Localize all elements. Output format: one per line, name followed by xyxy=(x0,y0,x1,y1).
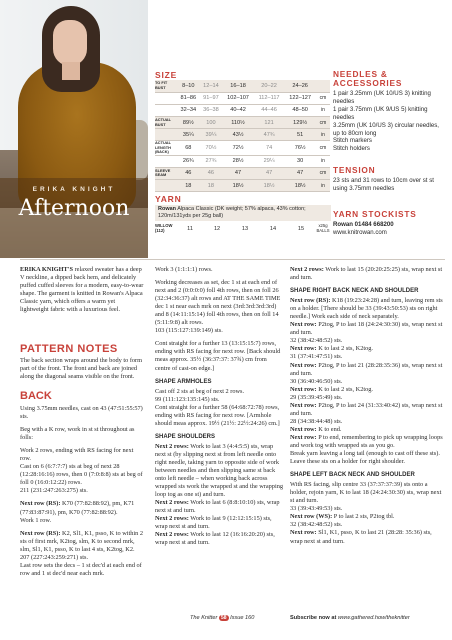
tension-text: 23 sts and 31 rows to 10cm over st st using 3.75mm needles xyxy=(333,177,434,192)
size-cell: 121 xyxy=(254,117,284,129)
shoulders-heading: SHAPE SHOULDERS xyxy=(155,433,216,440)
size-cell: 68 xyxy=(177,141,200,155)
divider xyxy=(20,259,445,260)
size-cell: 102–107 xyxy=(222,92,254,104)
size-cell: 74 xyxy=(254,141,284,155)
size-cell: 110½ xyxy=(222,117,254,129)
back-para: Next row (RS): K2, Sl1, K1, psso, K to within 2 sts of first mrk, K2tog, slm, K to second mrk, slm, Sl1, K1, psso, K to last 4 sts, K2tog, K2. 207 (227:243:259:271) sts. Last row sets the decs – 1 st dec'd at each end of row and 1 st dec'd near each mrk. xyxy=(20,529,144,577)
needles-block xyxy=(333,70,445,153)
col3-para: Next row (RS): K18 (19:23:24:28) and turn, leaving rem sts on a holder. [There should be 33 (39:43:50:53) sts on right needle.] Work each side of neck separately. xyxy=(290,297,443,321)
yarn-cell: 11 xyxy=(187,226,193,232)
col3-para: Next row (WS): P to last 2 sts, P2tog tbl. 32 (38:42:48:52) sts. xyxy=(290,513,395,529)
size-cell: 12–14 xyxy=(200,80,223,92)
size-row-label: SLEEVE SEAM xyxy=(155,167,177,179)
size-cell: 46 xyxy=(177,167,200,179)
col3-para: Break yarn leaving a long tail (enough to cast off these sts). Leave these sts on a holder for right shoulder. xyxy=(290,450,440,466)
size-cell: 44–46 xyxy=(254,104,284,116)
size-row-label xyxy=(155,129,177,141)
pattern-notes-text: The back section wraps around the body to form part of the front. The front and back are joined along the diagonal seams visible on the front. xyxy=(20,357,143,380)
size-row xyxy=(155,92,330,104)
right-neck-heading: SHAPE RIGHT BACK NECK AND SHOULDER xyxy=(290,288,419,295)
size-unit: in xyxy=(316,155,330,167)
yarn-cell: 13 xyxy=(241,226,249,232)
col3-para: Next 2 rows: Work to last 15 (20:20:25:25) sts, wrap next st and turn. xyxy=(290,266,443,282)
size-cell: 47 xyxy=(284,167,316,179)
column-two xyxy=(155,266,283,553)
col3-para: Next row: P to end, remembering to pick up wrapping loops and work tog with wrapped sts as you go. xyxy=(290,433,443,449)
stockists-block xyxy=(333,210,445,237)
size-cell: 29¼ xyxy=(254,155,284,167)
size-heading: SIZE xyxy=(155,70,178,80)
armholes-heading: SHAPE ARMHOLES xyxy=(155,378,212,385)
footer-page: The Knitter 58 Issue 160 xyxy=(190,615,255,621)
col3-para: Next row: P2tog, P to last 24 (31:33:40:42) sts, wrap next st and turn. 28 (34:38:44:48) sts. xyxy=(290,401,443,425)
col2-para: Next 2 rows: Work to last 3 (4:4:5:5) sts, wrap next st (by slipping next st from left needle onto right needle, taking yarn to opposite side of work between needles and then slipping same st back onto left needle – when working back across wrapped sts work the wrapped st and the wrapping loop tog as one st) and turn. xyxy=(155,442,284,499)
size-row-label xyxy=(155,104,177,116)
size-cell: 48–50 xyxy=(284,104,316,116)
size-cell: 72½ xyxy=(222,141,254,155)
size-cell: 70½ xyxy=(200,141,223,155)
designer-name: ERIKA KNIGHT xyxy=(32,186,116,193)
col3-para: Next row: K to last 2 sts, K2tog. 29 (35:39:45:49) sts. xyxy=(290,385,373,401)
needles-item: 1 pair 3.25mm (UK 10/US 3) knitting needles xyxy=(333,90,431,105)
col2-para: Next 2 rows: Work to last 9 (12:12:15:15) sts, wrap next st and turn. xyxy=(155,515,272,531)
needles-heading: NEEDLES & ACCESSORIES xyxy=(333,69,403,88)
size-row-label: TO FIT BUST xyxy=(155,80,177,92)
size-row xyxy=(155,117,330,129)
size-cell: 18 xyxy=(177,180,200,192)
size-unit: in xyxy=(316,129,330,141)
size-cell: 47¾ xyxy=(254,129,284,141)
back-para: Beg with a K row, work in st st throughout as folls: xyxy=(20,426,135,442)
back-para: Next row (RS): K70 (77:82:88:92), pm, K71 (77:83:87:91), pm, K70 (77:82:88:92). Work 1 row. xyxy=(20,500,135,524)
tension-heading: TENSION xyxy=(333,165,376,175)
size-cell: 122–127 xyxy=(284,92,316,104)
yarn-row-label: WILLOW (112) xyxy=(155,223,173,233)
col2-para: Cont straight for a further 13 (13:15:15:7) rows, ending with RS facing for next row. [Back should meas approx. 35½ (36:37:37: 37¾) cm from centre of cast-on edge.] xyxy=(155,340,281,372)
size-unit: in xyxy=(316,104,330,116)
size-cell: 35¼ xyxy=(177,129,200,141)
size-row-label xyxy=(155,92,177,104)
size-cell: 30 xyxy=(284,155,316,167)
size-cell: 16–18 xyxy=(222,80,254,92)
col3-para: Next row: K to end. xyxy=(290,425,342,433)
column-three xyxy=(290,266,445,551)
back-heading: BACK xyxy=(20,390,52,402)
col2-para: Work 3 (1:1:1:1) rows. xyxy=(155,266,213,273)
col3-para: Next row: Sl1, K1, psso, K to last 21 (28:28: 35:36) sts, wrap next st and turn. xyxy=(290,529,432,545)
needles-item: 1 pair 3.75mm (UK 9/US 5) knitting needles xyxy=(333,105,428,121)
footer-subscribe: Subscribe now at www.gathered.how/theknitter xyxy=(290,615,410,621)
col2-para: Cast off 2 sts at beg of next 2 rows. 99 (111:123:135:145) sts. Cont straight for a further 58 (64:68:72:78) rows, ending with RS facing for next row. [Armhole should meas approx. 19½ (21½: 22½:24:26) cm.] xyxy=(155,387,280,427)
size-cell: 51 xyxy=(284,129,316,141)
intro-lead: ERIKA KNIGHT'S xyxy=(20,266,74,273)
stockists-line: www.knitrowan.com xyxy=(333,228,387,236)
back-para: Work 2 rows, ending with RS facing for next row. Cast on 6 (6:7:7:7) sts at beg of next 28 (12:28:16:16) rows, then 0 (7:0:8:8) sts at beg of foll 0 (16:0:12:22) rows. 211 (231:247:263:275) sts. xyxy=(20,447,143,495)
yarn-cell: 14 xyxy=(269,226,277,232)
needles-item: Stitch markers xyxy=(333,137,372,145)
stockists-line: Rowan 01484 668200 xyxy=(333,221,394,228)
size-table xyxy=(155,80,330,192)
yarn-heading: YARN xyxy=(155,194,182,204)
col2-para: Next 2 rows: Work to last 6 (8:8:10:10) sts, wrap next st and turn. xyxy=(155,499,280,515)
col2-para: 103 (115:127:139:149) sts. xyxy=(155,327,223,335)
size-row xyxy=(155,155,330,167)
size-cell: 40–42 xyxy=(222,104,254,116)
size-cell: 28½ xyxy=(222,155,254,167)
needles-item: Stitch holders xyxy=(333,145,370,153)
yarn-table xyxy=(155,222,331,236)
size-row xyxy=(155,80,330,92)
col2-para: Working decreases as set, dec 1 st at each end of next and 2 (0:0:0:0) foll 4th rows, then on foll 26 (32:34:36:37) alt rows and AT THE SAME TIME dec 1 st near each mrk on next (3rd:3rd:3rd:3rd) and 8 (14:11:15:14) foll 4th rows, then on foll 14 (5:11:9:8) alt rows. xyxy=(155,279,281,327)
size-cell: 47 xyxy=(222,167,254,179)
size-cell: 39¼ xyxy=(200,129,223,141)
yarn-cell: 15 xyxy=(297,226,305,232)
size-cell: 46 xyxy=(200,167,223,179)
size-cell: 20–22 xyxy=(254,80,284,92)
size-cell: 18 xyxy=(200,180,223,192)
size-cell: 89½ xyxy=(177,117,200,129)
size-row xyxy=(155,129,330,141)
stockists-heading: YARN STOCKISTS xyxy=(333,209,417,219)
yarn-unit: x25g BALLS xyxy=(316,223,330,233)
intro-text: relaxed sweater has a deep V neckline, a dipped back hem, and delicately puffed cuffed sleeves for a modern, easy-to-wear shape. The garment is knitted in Rowan's Alpaca Classic yarn, which offers a warm yet lightweight fabric with a luxurious feel. xyxy=(20,266,144,313)
subscribe-link[interactable]: www.gathered.how/theknitter xyxy=(336,615,410,621)
needles-item: 3.25mm (UK 10/US 3) circular needles, up to 80cm long xyxy=(333,121,440,137)
size-row xyxy=(155,167,330,179)
col3-para: Next row: P2tog, P to last 18 (24:24:30:30) sts, wrap next st and turn. 32 (38:42:48:52) sts. xyxy=(290,321,443,345)
size-unit xyxy=(316,80,330,92)
size-cell: 32–34 xyxy=(177,104,200,116)
size-cell: 26¾ xyxy=(177,155,200,167)
size-unit: cm xyxy=(316,92,330,104)
photo-face xyxy=(53,20,87,66)
photo-neck xyxy=(62,62,80,80)
size-cell: 81–86 xyxy=(177,92,200,104)
size-cell: 100 xyxy=(200,117,223,129)
size-cell: 47 xyxy=(254,167,284,179)
size-cell: 91–97 xyxy=(200,92,223,104)
size-cell: 112–117 xyxy=(254,92,284,104)
col2-para: Next 2 rows: Work to last 12 (16:16:20:20) sts, wrap next st and turn. xyxy=(155,531,275,547)
size-row xyxy=(155,180,330,192)
yarn-description: Rowan Alpaca Classic (DK weight; 57% alpaca, 43% cotton; 120m/131yds per 25g ball) xyxy=(155,205,331,221)
pattern-notes-heading: PATTERN NOTES xyxy=(20,343,118,355)
size-row xyxy=(155,141,330,155)
size-cell: 18½ xyxy=(284,180,316,192)
size-unit: cm xyxy=(316,141,330,155)
page-number: 58 xyxy=(220,615,227,621)
size-row-label xyxy=(155,155,177,167)
size-cell: 8–10 xyxy=(177,80,200,92)
col3-para: Next row: P2tog, P to last 21 (28:28:35:36) sts, wrap next st and turn. 30 (36:40:46:50) sts. xyxy=(290,361,443,385)
size-cell: 18½ xyxy=(254,180,284,192)
size-row-label: ACTUAL BUST xyxy=(155,117,177,129)
size-row xyxy=(155,104,330,116)
tension-block xyxy=(333,166,445,193)
intro-paragraph xyxy=(20,266,144,314)
col3-para: Next row: K to last 2 sts, K2tog. 31 (37:41:47:51) sts. xyxy=(290,345,373,361)
yarn-cell: 12 xyxy=(213,226,221,232)
size-unit: in xyxy=(316,180,330,192)
size-cell: 18½ xyxy=(222,180,254,192)
size-cell: 24–26 xyxy=(284,80,316,92)
size-cell: 43½ xyxy=(222,129,254,141)
back-instructions xyxy=(20,405,144,583)
size-row-label xyxy=(155,180,177,192)
size-cell: 36–38 xyxy=(200,104,223,116)
size-unit: cm xyxy=(316,167,330,179)
size-cell: 129½ xyxy=(284,117,316,129)
pattern-title: Afternoon xyxy=(18,196,130,221)
size-row-label: ACTUAL LENGTH (BACK) xyxy=(155,141,177,155)
size-cell: 76½ xyxy=(284,141,316,155)
back-para: Using 3.75mm needles, cast on 43 (47:51:55:57) sts. xyxy=(20,405,143,421)
size-unit: cm xyxy=(316,117,330,129)
col3-para: With RS facing, slip centre 33 (37:37:37:39) sts onto a holder, rejoin yarn, K to last 18 (24:24:30:30) sts, wrap next st and turn. 33 (39:43:49:53) sts. xyxy=(290,481,442,513)
size-cell: 27¾ xyxy=(200,155,223,167)
left-neck-heading: SHAPE LEFT BACK NECK AND SHOULDER xyxy=(290,472,415,479)
